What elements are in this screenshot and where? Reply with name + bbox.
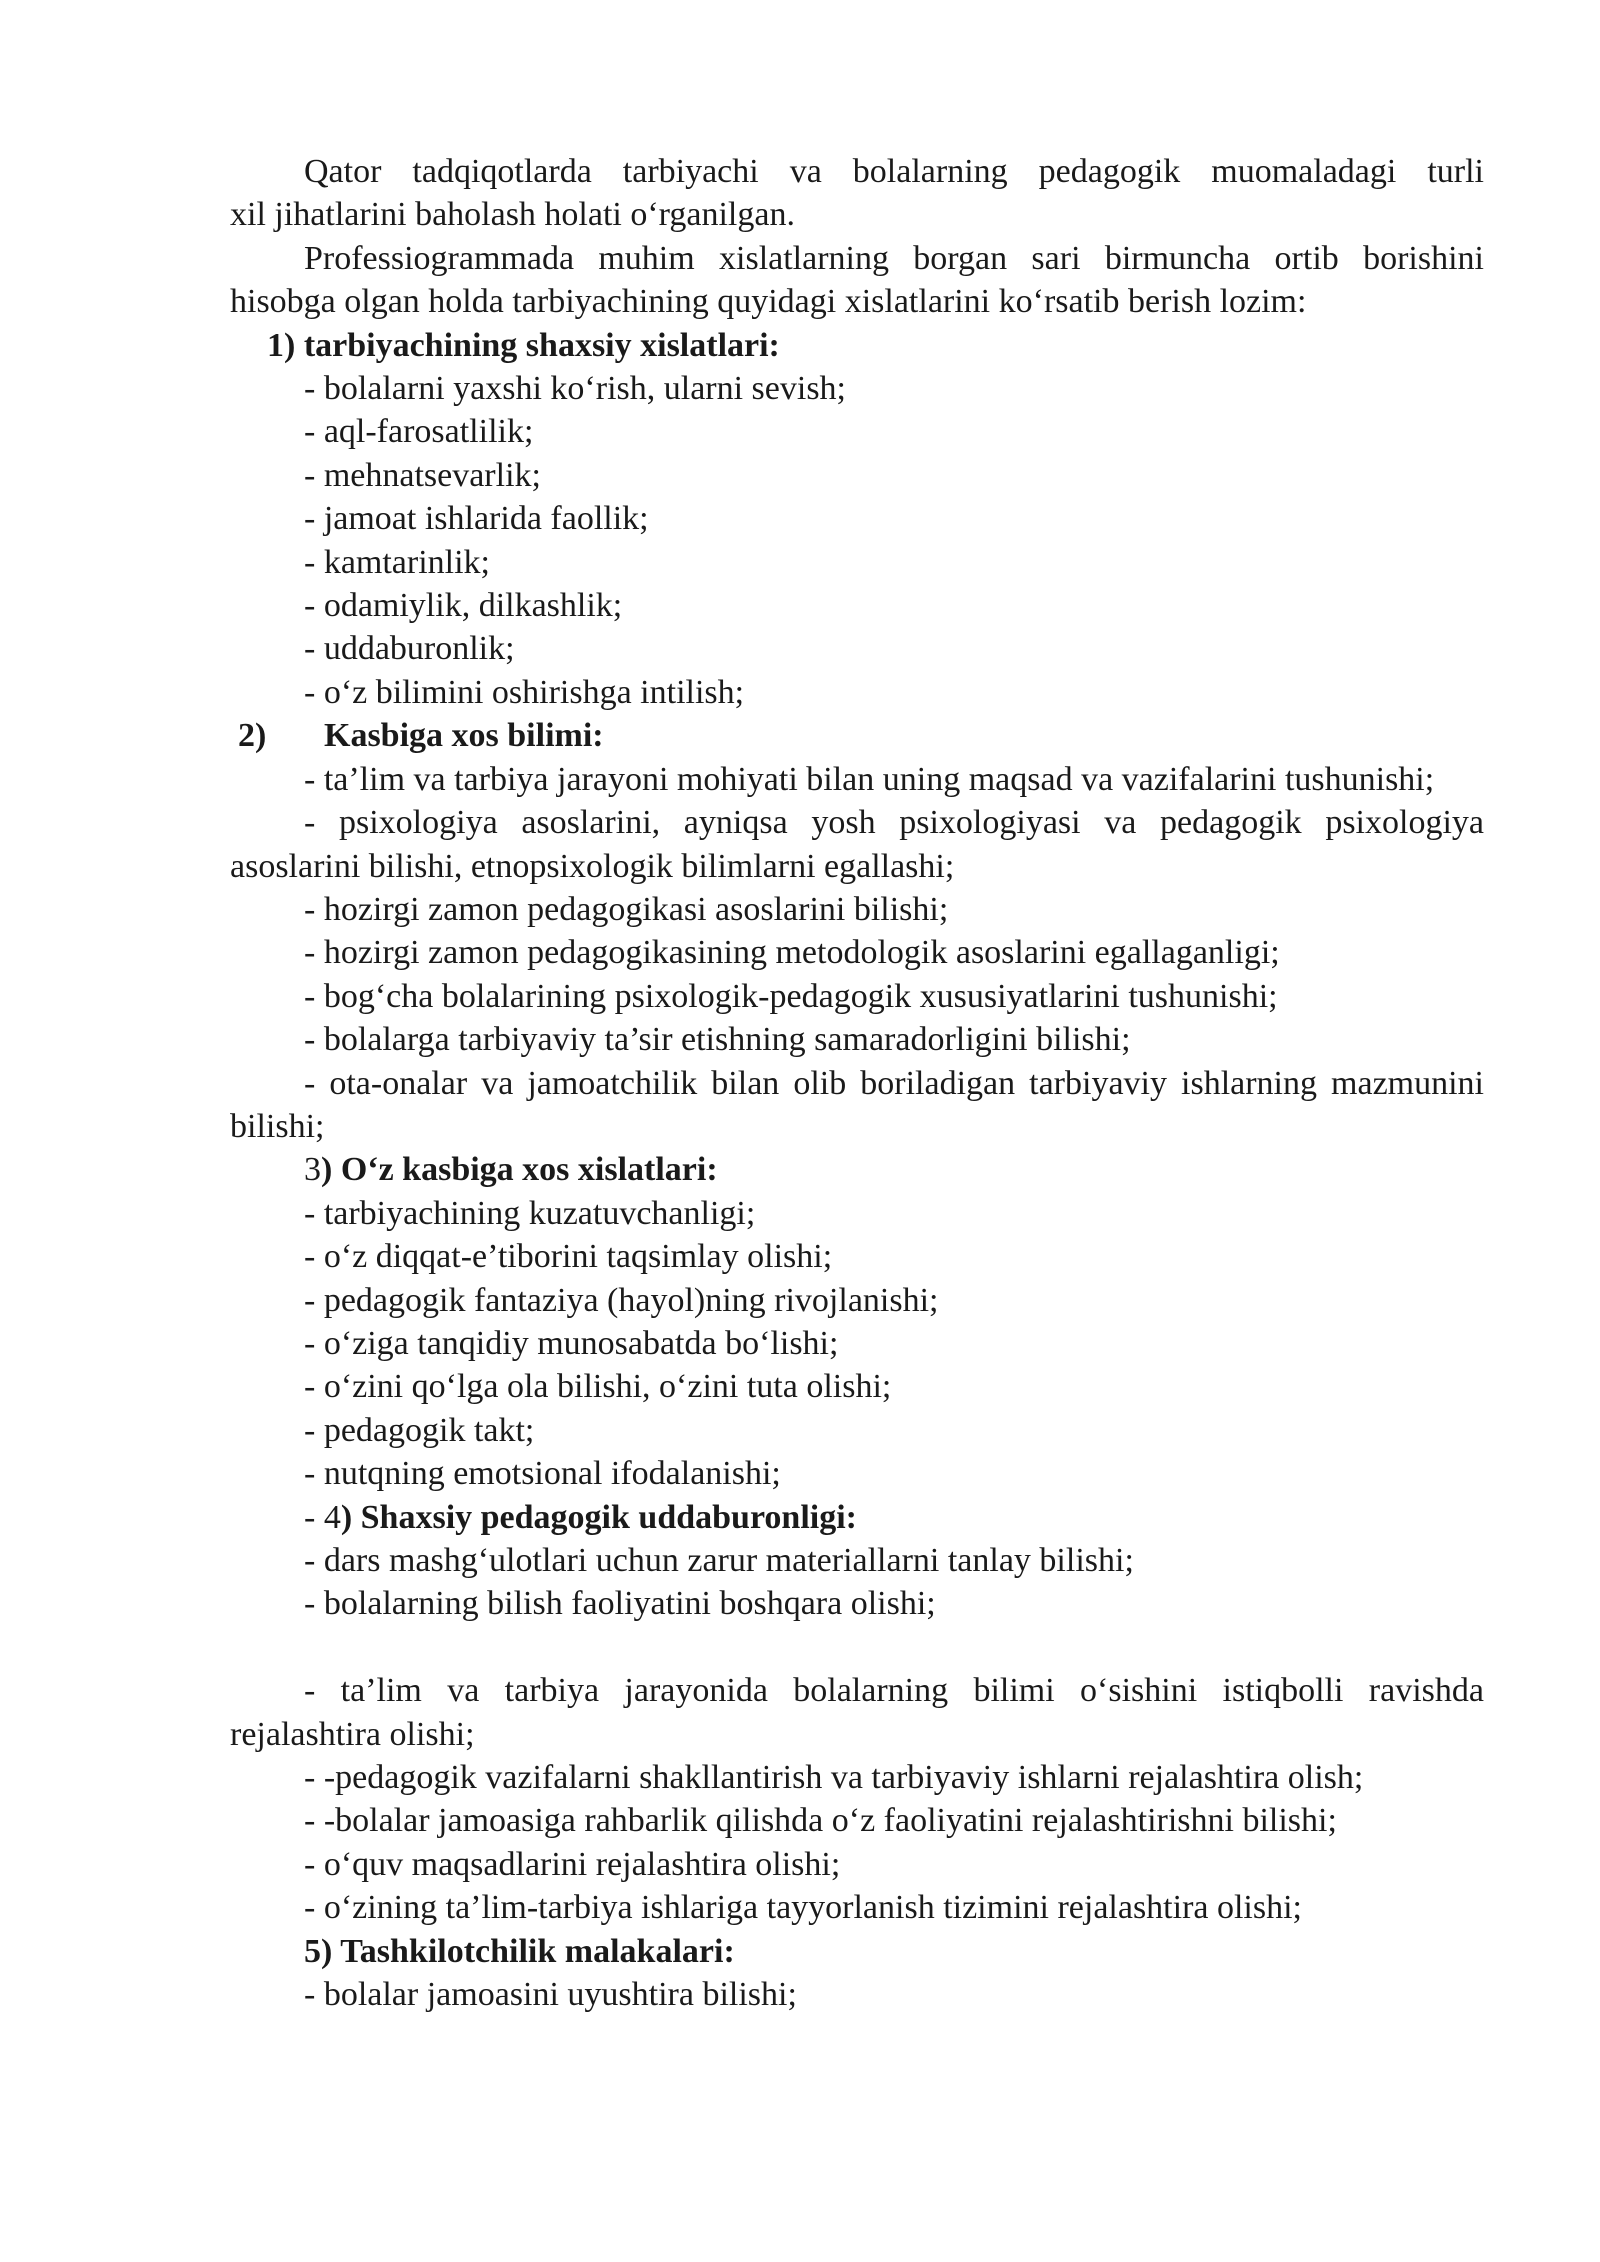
section-4-heading <box>230 1496 1484 1539</box>
list-item: - ta’lim va tarbiya jarayonida bolalarning bilimi o‘sishini istiqbolli ravishda rejalashtira olishi; <box>230 1672 1484 1753</box>
list-item: - kamtarinlik; <box>304 543 491 581</box>
list-item: - o‘zini qo‘lga ola bilishi, o‘zini tuta olishi; <box>304 1368 892 1406</box>
list-item: - -pedagogik vazifalarni shakllantirish va tarbiyaviy ishlarni rejalashtira olish; <box>304 1759 1364 1797</box>
section-2-number: 2) <box>238 717 267 755</box>
list-item: - nutqning emotsional ifodalanishi; <box>304 1455 781 1493</box>
list-item: - o‘zining ta’lim-tarbiya ishlariga tayyorlanish tizimini rejalashtira olishi; <box>304 1889 1303 1927</box>
section-3-heading <box>230 1148 1484 1191</box>
list-item: - o‘z bilimini oshirishga intilish; <box>304 673 745 711</box>
list-item: - o‘quv maqsadlarini rejalashtira olishi; <box>304 1845 841 1883</box>
document-page <box>230 150 1484 2016</box>
section-2-list <box>230 758 1484 1149</box>
section-2-heading <box>230 714 1484 757</box>
list-item: - psixologiya asoslarini, ayniqsa yosh psixologiyasi va pedagogik psixologiya asoslarini bilishi, etnopsixologik bilimlarni egallashi; <box>230 804 1484 885</box>
section-5-heading: 5) Tashkilotchilik malakalari: <box>304 1932 735 1970</box>
list-item: - dars mashg‘ulotlari uchun zarur materiallarni tanlay bilishi; <box>304 1542 1134 1579</box>
list-item: - uddaburonlik; <box>304 630 515 668</box>
section-3-list <box>230 1192 1484 1496</box>
list-item: - odamiylik, dilkashlik; <box>304 587 623 625</box>
intro-paragraph-2: Professiogrammada muhim xislatlarning borgan sari birmuncha ortib borishini hisobga olgan holda tarbiyachining quyidagi xislatlarini ko‘rsatib berish lozim: <box>230 239 1484 321</box>
list-item: - tarbiyachining kuzatuvchanligi; <box>304 1194 756 1232</box>
list-item: - bog‘cha bolalarining psixologik-pedagogik xususiyatlarini tushunishi; <box>304 977 1278 1015</box>
blank-line <box>230 1626 1484 1669</box>
section-3-title: ) O‘z kasbiga xos xislatlari: <box>321 1151 718 1189</box>
section-4-title: ) Shaxsiy pedagogik uddaburonligi: <box>340 1498 858 1536</box>
section-5-list <box>230 1973 1484 2016</box>
section-4-list <box>230 1539 1484 1930</box>
list-item: - hozirgi zamon pedagogikasining metodologik asoslarini egallaganligi; <box>304 934 1280 972</box>
section-2-title: Kasbiga xos bilimi: <box>324 717 604 755</box>
list-item: - pedagogik fantaziya (hayol)ning rivojlanishi; <box>304 1281 939 1319</box>
list-item: - pedagogik takt; <box>304 1411 535 1449</box>
list-item: - o‘z diqqat-e’tiborini taqsimlay olishi; <box>304 1238 833 1276</box>
list-item: - hozirgi zamon pedagogikasi asoslarini bilishi; <box>304 890 949 928</box>
list-item: - bolalarning bilish faoliyatini boshqara olishi; <box>304 1585 936 1623</box>
list-item: - o‘ziga tanqidiy munosabatda bo‘lishi; <box>304 1324 839 1362</box>
section-1-heading: 1) tarbiyachining shaxsiy xislatlari: <box>267 326 780 364</box>
list-item: - mehnatsevarlik; <box>304 456 541 494</box>
list-item: - -bolalar jamoasiga rahbarlik qilishda o‘z faoliyatini rejalashtirishni bilishi; <box>304 1802 1337 1840</box>
intro-paragraph-line-2: xil jihatlarini baholash holati o‘rganilgan. <box>230 196 795 234</box>
list-item: - aql-farosatlilik; <box>304 413 534 451</box>
intro-paragraph-line-1: Qator tadqiqotlarda tarbiyachi va bolalarning pedagogik muomaladagi turli <box>304 153 1484 190</box>
section-3-number: 3 <box>304 1151 321 1189</box>
section-4-prefix: - 4 <box>304 1498 341 1536</box>
list-item: - bolalarni yaxshi ko‘rish, ularni sevish; <box>304 370 847 408</box>
list-item: - ota-onalar va jamoatchilik bilan olib boriladigan tarbiyaviy ishlarning mazmunini bilishi; <box>230 1064 1484 1145</box>
section-1-list <box>230 367 1484 714</box>
list-item: - bolalarga tarbiyaviy ta’sir etishning samaradorligini bilishi; <box>304 1021 1131 1059</box>
list-item: - jamoat ishlarida faollik; <box>304 500 649 538</box>
list-item: - bolalar jamoasini uyushtira bilishi; <box>304 1976 797 2014</box>
list-item: - ta’lim va tarbiya jarayoni mohiyati bilan uning maqsad va vazifalarini tushunishi; <box>304 760 1435 798</box>
